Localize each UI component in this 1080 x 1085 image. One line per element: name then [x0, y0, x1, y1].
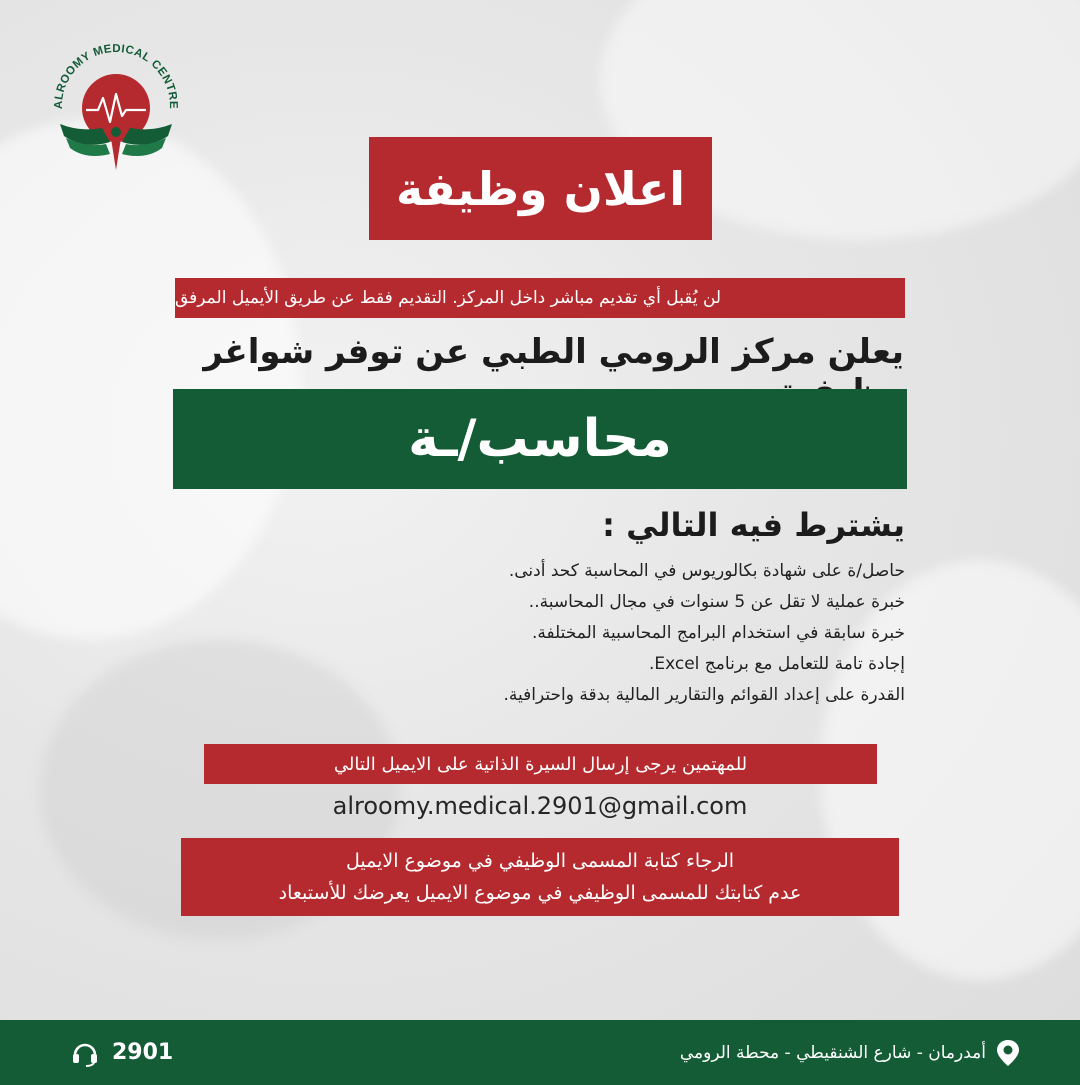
contact-email[interactable]: alroomy.medical.2901@gmail.com	[332, 792, 748, 820]
notice-banner: لن يُقبل أي تقديم مباشر داخل المركز. التقديم فقط عن طريق الأيميل المرفق	[175, 278, 905, 318]
ad-title: اعلان وظيفة	[369, 137, 712, 240]
footer-phone[interactable]	[70, 1020, 173, 1085]
phone-number: 2901	[112, 1040, 174, 1065]
requirements-list	[360, 556, 905, 716]
apply-instruction-banner: للمهتمين يرجى إرسال السيرة الذاتية على الايميل التالي	[204, 744, 877, 784]
alroomy-medical-logo	[40, 28, 190, 178]
location-pin-icon	[996, 1039, 1020, 1067]
address-text: أمدرمان - شارع الشنقيطي - محطة الرومي	[679, 1042, 986, 1063]
note-line-2: عدم كتابتك للمسمى الوظيفي في موضوع الايميل يعرضك للأستبعاد	[278, 882, 802, 904]
requirements-heading: يشترط فيه التالي :	[602, 506, 905, 544]
requirement-item: خبرة عملية لا تقل عن 5 سنوات في مجال المحاسبة..	[528, 592, 905, 612]
svg-text:ALROOMY MEDICAL CENTRE: ALROOMY MEDICAL CENTRE	[52, 42, 180, 110]
job-title-banner: محاسب/ـة	[173, 389, 907, 489]
footer-bar	[0, 1020, 1080, 1085]
headset-icon	[70, 1038, 100, 1068]
requirement-item: إجادة تامة للتعامل مع برنامج Excel.	[648, 654, 905, 674]
requirement-item: القدرة على إعداد القوائم والتقارير المالية بدقة واحترافية.	[503, 685, 905, 705]
requirement-item: حاصل/ة على شهادة بكالوريوس في المحاسبة كحد أدنى.	[508, 561, 905, 581]
announcement-text: يعلن مركز الرومي الطبي عن توفر شواغر	[203, 332, 904, 372]
email-subject-note	[181, 838, 899, 916]
requirement-item: خبرة سابقة في استخدام البرامج المحاسبية المختلفة.	[531, 623, 905, 643]
note-line-1: الرجاء كتابة المسمى الوظيفي في موضوع الايميل	[346, 850, 735, 872]
footer-address	[680, 1020, 1020, 1085]
